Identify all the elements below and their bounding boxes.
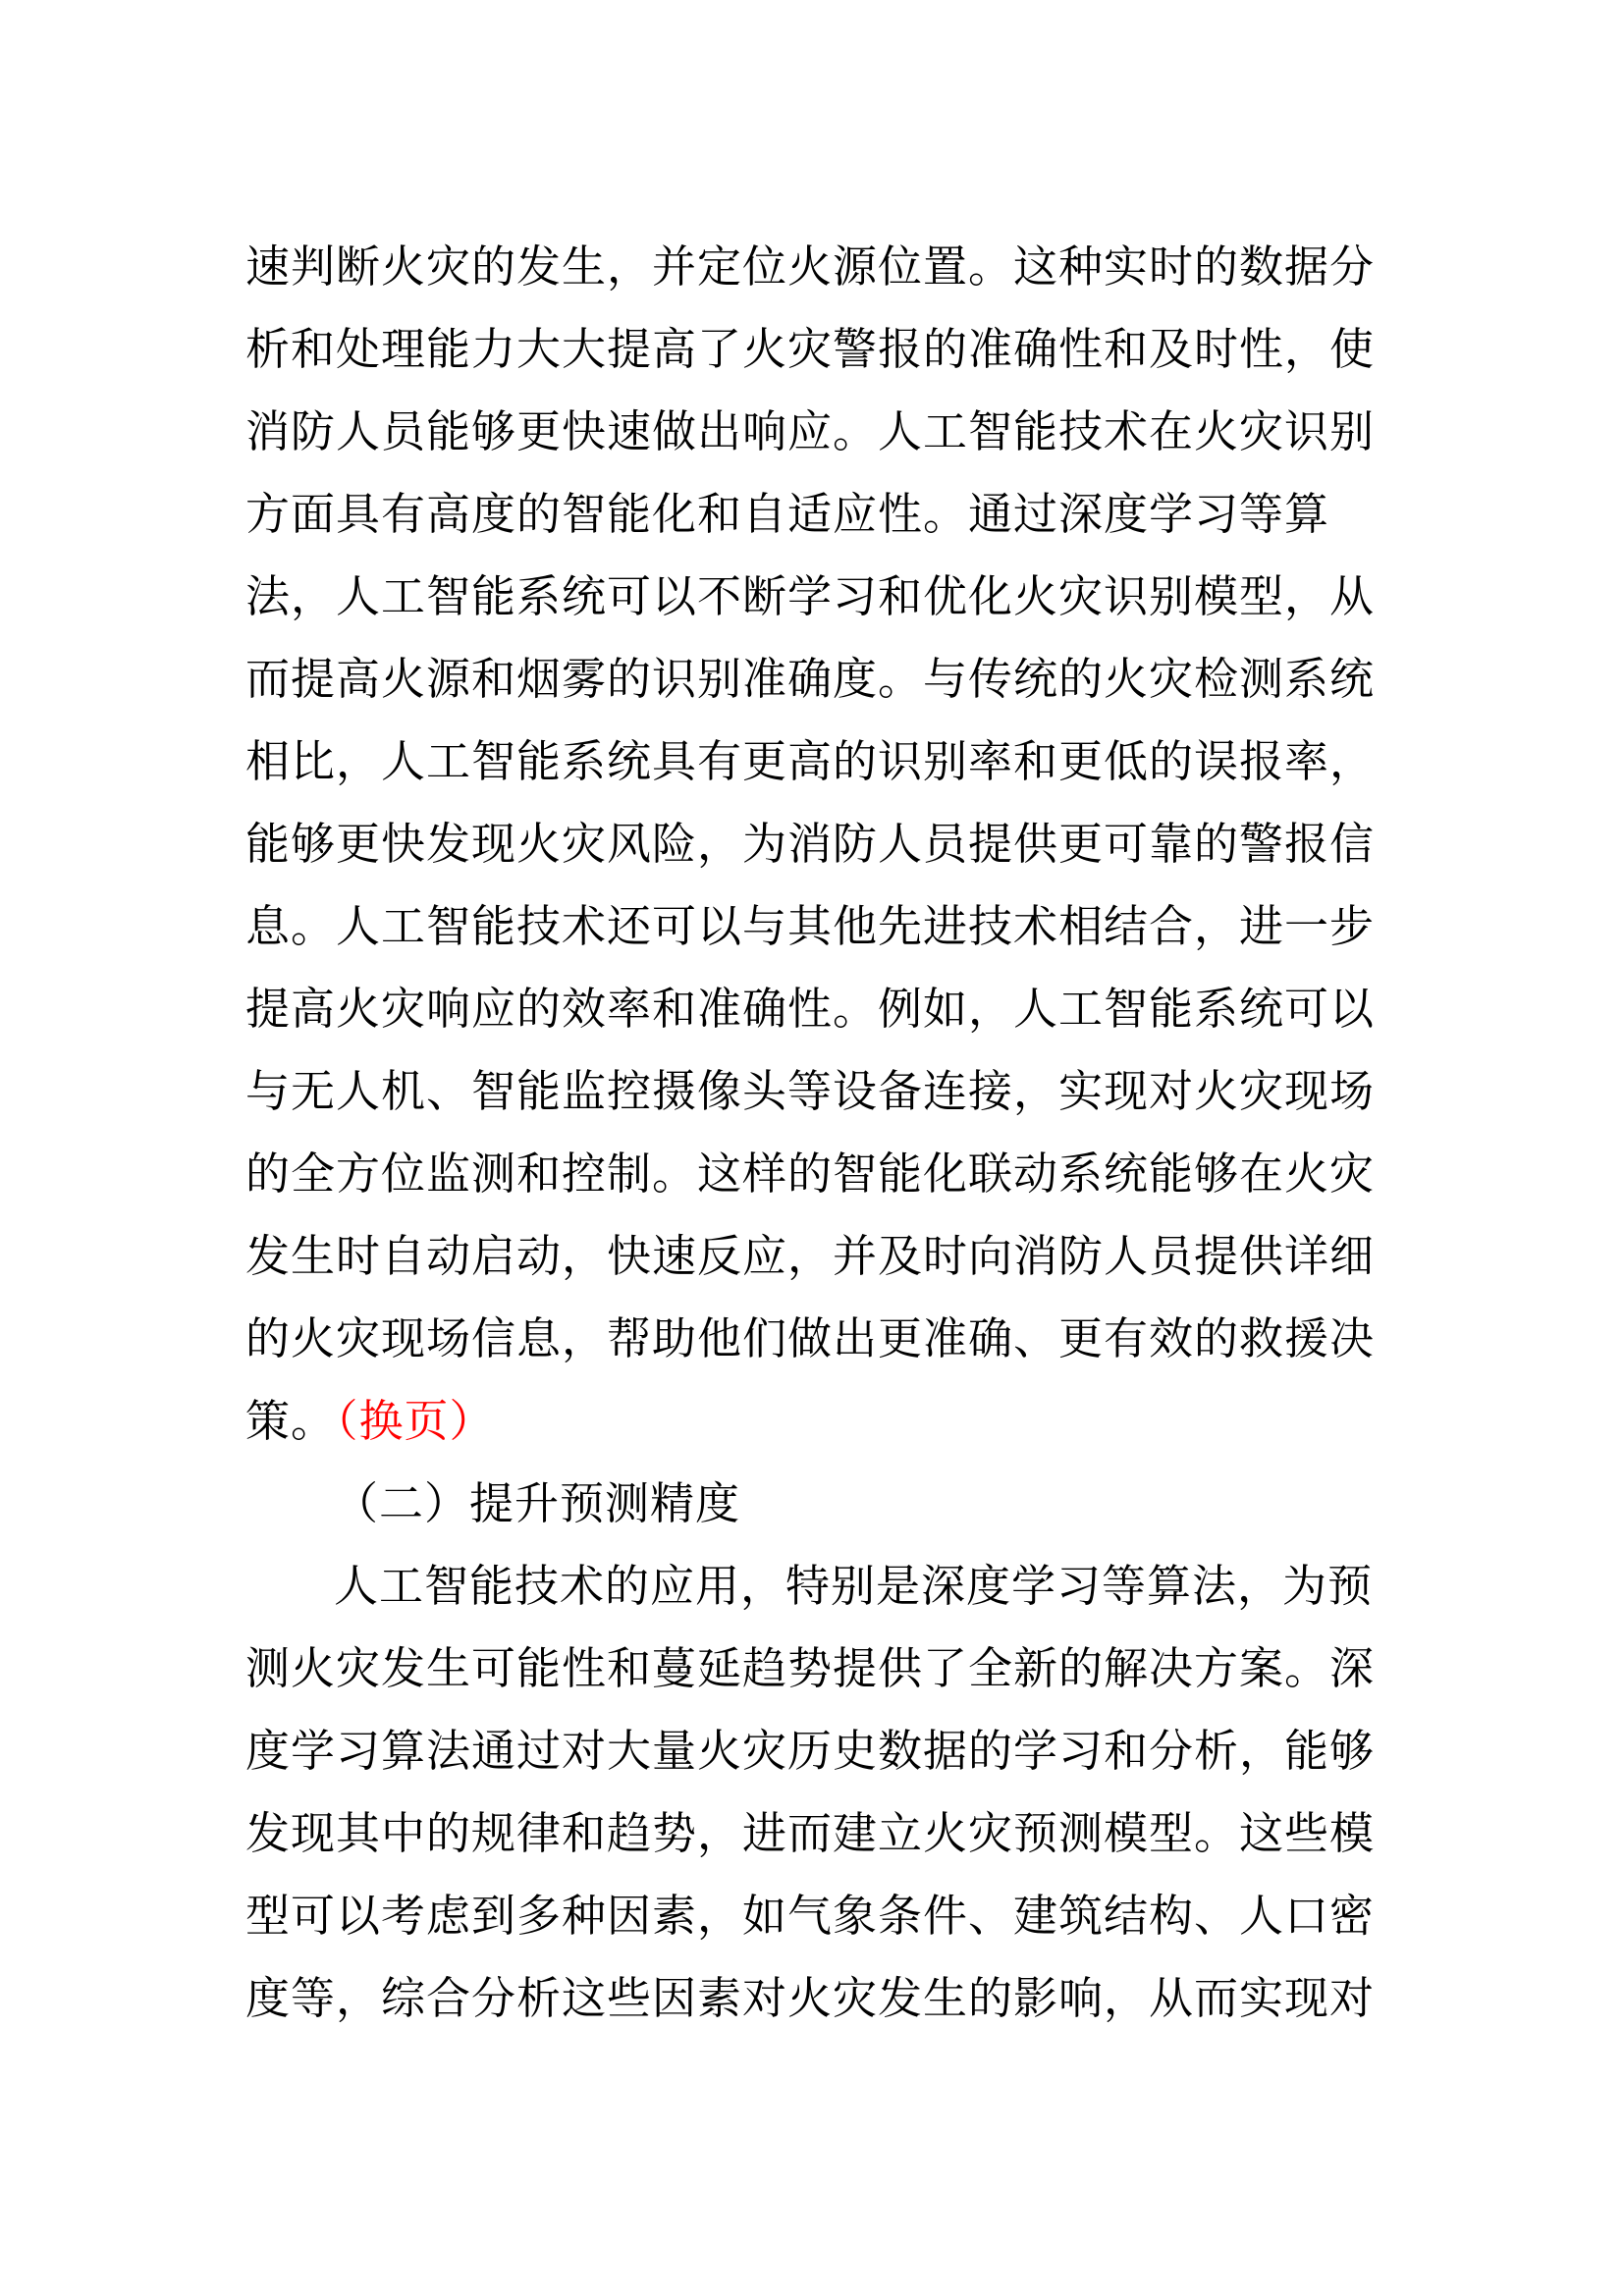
paragraph-line: 速判断火灾的发生，并定位火源位置。这种实时的数据分 <box>245 240 1376 293</box>
paragraph-line: 的全方位监测和控制。这样的智能化联动系统能够在火灾 <box>245 1148 1376 1200</box>
paragraph-line: 析和处理能力大大提高了火灾警报的准确性和及时性，使 <box>245 323 1376 375</box>
paragraph-line: 测火灾发生可能性和蔓延趋势提供了全新的解决方案。深 <box>245 1642 1376 1694</box>
paragraph-line: 的火灾现场信息，帮助他们做出更准确、更有效的救援决 <box>245 1312 1376 1364</box>
paragraph-line: 型可以考虑到多种因素，如气象条件、建筑结构、人口密 <box>245 1890 1376 1942</box>
paragraph-line: 方面具有高度的智能化和自适应性。通过深度学习等算 <box>245 488 1330 540</box>
paragraph-line: 发生时自动启动，快速反应，并及时向消防人员提供详细 <box>245 1230 1376 1282</box>
paragraph-line: 与无人机、智能监控摄像头等设备连接，实现对火灾现场 <box>245 1065 1376 1117</box>
paragraph-line: 而提高火源和烟雾的识别准确度。与传统的火灾检测系统 <box>245 653 1376 705</box>
paragraph-line: 度等，综合分析这些因素对火灾发生的影响，从而实现对 <box>245 1972 1376 2024</box>
paragraph-line: 发现其中的规律和趋势，进而建立火灾预测模型。这些模 <box>245 1807 1376 1859</box>
paragraph-line: 相比，人工智能系统具有更高的识别率和更低的误报率， <box>245 735 1376 787</box>
paragraph-line: 息。人工智能技术还可以与其他先进技术相结合，进一步 <box>245 900 1376 952</box>
paragraph-line: 提高火灾响应的效率和准确性。例如，人工智能系统可以 <box>245 983 1376 1035</box>
paragraph-line: 法，人工智能系统可以不断学习和优化火灾识别模型，从 <box>245 570 1376 622</box>
paragraph-first-line: 人工智能技术的应用，特别是深度学习等算法，为预 <box>334 1560 1374 1612</box>
paragraph-line: 度学习算法通过对大量火灾历史数据的学习和分析，能够 <box>245 1725 1376 1777</box>
paragraph-last-line <box>245 1380 1355 1463</box>
section-heading: （二）提升预测精度 <box>334 1477 741 1529</box>
body-text <box>245 226 1376 2040</box>
paragraph-line: 消防人员能够更快速做出响应。人工智能技术在火灾识别 <box>245 405 1376 457</box>
page-break-note: （换页） <box>336 1395 495 1447</box>
paragraph-line: 能够更快发现火灾风险，为消防人员提供更可靠的警报信 <box>245 818 1376 870</box>
paragraph-end-text: 策。 <box>245 1395 337 1447</box>
